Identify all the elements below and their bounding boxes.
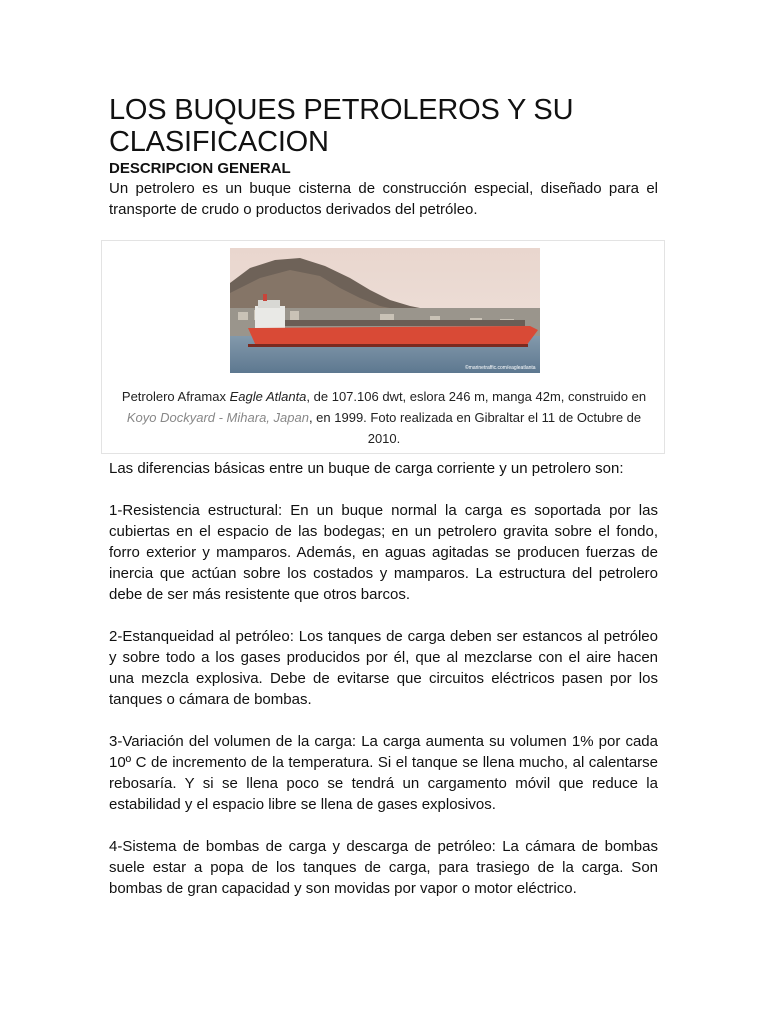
paragraph-cargo-volume: 3-Variación del volumen de la carga: La carga aumenta su volumen 1% por cada 10º C de incremento de la temperatura. Si el tanque se llena mucho, al calentarse rebosaría. Y si se llena poco se tendrá un cargamento móvil que reduce la estabilidad y el espacio libre se llena de gases explosivos.	[109, 733, 658, 813]
caption-text-2: , de 107.106 dwt, eslora 246 m, manga 42m, construido en	[306, 389, 647, 404]
figure-caption	[112, 386, 656, 449]
oil-tanker-photo-icon	[230, 248, 540, 373]
figure-box	[101, 240, 665, 454]
page-title: LOS BUQUES PETROLEROS Y SU CLASIFICACION	[109, 94, 574, 158]
body-text	[109, 458, 658, 920]
paragraph-pump-system: 4-Sistema de bombas de carga y descarga de petróleo: La cámara de bombas suele estar a popa de los tanques de carga, para trasiego de la carga. Son bombas de gran capacidad y son movidas por vapor o motor eléctrico.	[109, 838, 658, 897]
paragraph-structural-resistance: 1-Resistencia estructural: En un buque normal la carga es soportada por las cubiertas en el espacio de las bodegas; en un petrolero gravita sobre el fondo, forro exterior y mamparos. Además, en aguas agitadas se producen fuerzas de inercia que actúan sobre los costados y mamparos. La estructura del petrolero debe de ser más resistente que otros barcos.	[109, 502, 658, 603]
intro-paragraph: Un petrolero es un buque cisterna de construcción especial, diseñado para el transporte de crudo o productos derivados del petróleo.	[109, 180, 658, 218]
paragraph-intro-differences: Las diferencias básicas entre un buque de carga corriente y un petrolero son:	[109, 460, 624, 477]
photo-watermark: ©marinetraffic.com/eagleatlanta	[465, 365, 536, 371]
paragraph-oil-tightness: 2-Estanqueidad al petróleo: Los tanques de carga deben ser estancos al petróleo y sobre todo a los gases producidos por él, que al mezclarse con el aire hacen una mezcla explosiva. Debe de evitarse que circuitos eléctricos pasen por los tanques o cámara de bombas.	[109, 628, 658, 708]
section-subtitle: DESCRIPCION GENERAL	[109, 160, 291, 177]
caption-text-1: Petrolero Aframax	[121, 389, 230, 404]
caption-ship-name: Eagle Atlanta	[229, 389, 307, 404]
header-block	[109, 94, 658, 220]
caption-text-3: , en 1999. Foto realizada en Gibraltar el 11 de Octubre de 2010.	[308, 410, 642, 446]
caption-shipyard-link[interactable]: Koyo Dockyard - Mihara, Japan	[126, 410, 309, 425]
